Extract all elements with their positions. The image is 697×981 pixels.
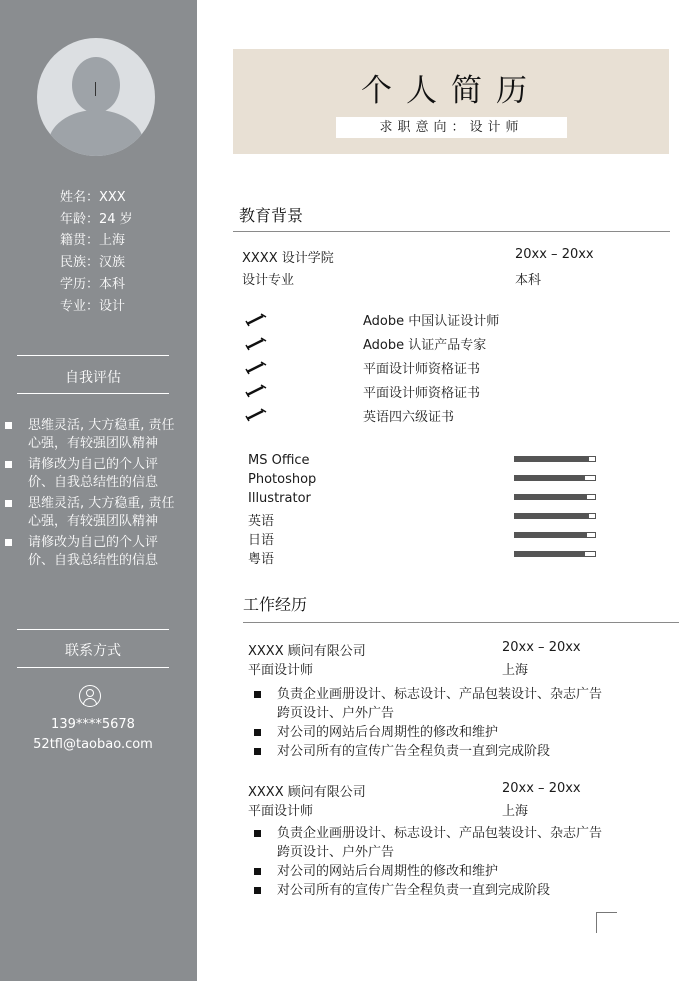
skill-bar	[514, 494, 596, 500]
list-item	[4, 495, 184, 530]
skill-name: MS Office	[248, 453, 310, 468]
education-degree: 本科	[515, 273, 542, 288]
sidebar	[0, 0, 197, 981]
list-item	[277, 881, 550, 900]
skill-name: 日语	[248, 533, 275, 548]
bullet-square-icon	[254, 868, 261, 875]
duty-line: 跨页设计、户外广告	[277, 706, 395, 721]
list-item-line: 价、自我总结性的信息	[28, 552, 159, 568]
info-degree: 学历：本科	[60, 276, 126, 292]
certificate-item: 英语四六级证书	[363, 410, 455, 425]
page-title: 个人简历	[361, 73, 541, 109]
job-role: 平面设计师	[248, 804, 314, 819]
contact-email: 52tfl@taobao.com	[33, 737, 153, 752]
info-age: 年龄：24 岁	[60, 211, 133, 227]
avatar[interactable]	[37, 38, 155, 156]
page-corner-mark	[596, 912, 617, 933]
job-location: 上海	[502, 804, 529, 819]
list-item	[4, 534, 184, 569]
duty-line: 对公司所有的宣传广告全程负责一直到完成阶段	[277, 883, 551, 898]
person-icon	[79, 685, 101, 707]
education-title: 教育背景	[239, 206, 304, 225]
skill-bar	[514, 456, 596, 462]
certificate-icon	[245, 337, 267, 351]
duty-line: 负责企业画册设计、标志设计、产品包装设计、杂志广告	[277, 687, 603, 702]
certificate-item: Adobe 中国认证设计师	[363, 314, 500, 329]
bullet-square-icon	[5, 500, 12, 507]
list-item	[277, 824, 602, 862]
skill-bar	[514, 475, 596, 481]
resume-header	[233, 49, 669, 154]
job-role: 平面设计师	[248, 663, 314, 678]
self-eval-title: 自我评估	[65, 370, 121, 386]
bullet-square-icon	[5, 461, 12, 468]
personal-info	[60, 187, 133, 317]
self-eval-list	[4, 417, 184, 573]
section-rule	[243, 622, 679, 623]
list-item-line: 心强，有较强团队精神	[28, 435, 159, 451]
bullet-square-icon	[5, 539, 12, 546]
list-item-line: 请修改为自己的个人评	[28, 457, 159, 472]
education-major: 设计专业	[242, 273, 295, 288]
skill-bar-fill	[515, 495, 587, 499]
job-period: 20xx – 20xx	[502, 781, 581, 796]
certificate-item: 平面设计师资格证书	[363, 386, 481, 401]
certificate-item: Adobe 认证产品专家	[363, 338, 487, 353]
duty-line: 对公司所有的宣传广告全程负责一直到完成阶段	[277, 744, 551, 759]
skill-bar-fill	[515, 457, 589, 461]
list-item-line: 心强，有较强团队精神	[28, 513, 159, 529]
bullet-square-icon	[254, 691, 261, 698]
list-item	[277, 723, 498, 742]
info-name: 姓名：XXX	[60, 190, 126, 205]
skill-bar-fill	[515, 514, 589, 518]
skill-bar	[514, 551, 596, 557]
skill-bar-fill	[515, 552, 585, 556]
certificate-icon	[245, 384, 267, 398]
skill-name: 粤语	[248, 552, 275, 567]
certificate-icon	[245, 408, 267, 422]
text-cursor	[95, 82, 96, 96]
skill-name: 英语	[248, 514, 275, 529]
info-ethnicity: 民族：汉族	[60, 255, 126, 271]
bullet-square-icon	[5, 422, 12, 429]
list-item-line: 思维灵活, 大方稳重, 责任	[28, 418, 175, 433]
bullet-square-icon	[254, 729, 261, 736]
certificate-icon	[245, 361, 267, 375]
duty-line: 对公司的网站后台周期性的修改和维护	[277, 725, 499, 740]
list-item	[4, 456, 184, 491]
list-item-line: 请修改为自己的个人评	[28, 535, 159, 550]
divider	[17, 393, 169, 394]
education-school: XXXX 设计学院	[242, 251, 334, 266]
skill-name: Illustrator	[248, 491, 311, 506]
info-major: 专业：设计	[60, 298, 126, 314]
list-item	[277, 862, 498, 881]
list-item	[277, 742, 550, 761]
job-period: 20xx – 20xx	[502, 640, 581, 655]
skill-bar	[514, 513, 596, 519]
avatar-head-shape	[72, 57, 120, 113]
list-item	[277, 685, 602, 723]
list-item-line: 价、自我总结性的信息	[28, 474, 159, 490]
divider	[17, 667, 169, 668]
divider	[17, 355, 169, 356]
job-objective: 求职意向：设计师	[336, 117, 567, 138]
certificate-item: 平面设计师资格证书	[363, 362, 481, 377]
section-rule	[233, 231, 670, 232]
skill-bar	[514, 532, 596, 538]
avatar-body-shape	[48, 110, 144, 156]
list-item	[4, 417, 184, 452]
bullet-square-icon	[254, 748, 261, 755]
education-period: 20xx – 20xx	[515, 247, 594, 262]
work-title: 工作经历	[243, 595, 308, 614]
duty-line: 负责企业画册设计、标志设计、产品包装设计、杂志广告	[277, 826, 603, 841]
duty-line: 跨页设计、户外广告	[277, 845, 395, 860]
bullet-square-icon	[254, 887, 261, 894]
duty-line: 对公司的网站后台周期性的修改和维护	[277, 864, 499, 879]
certificate-icon	[245, 313, 267, 327]
divider	[17, 629, 169, 630]
contact-title: 联系方式	[65, 643, 121, 659]
job-location: 上海	[502, 663, 529, 678]
info-origin: 籍贯：上海	[60, 233, 126, 249]
skill-bar-fill	[515, 476, 585, 480]
skill-bar-fill	[515, 533, 587, 537]
job-company: XXXX 顾问有限公司	[248, 644, 366, 659]
contact-phone: 139****5678	[51, 717, 135, 732]
list-item-line: 思维灵活, 大方稳重, 责任	[28, 496, 175, 511]
job-company: XXXX 顾问有限公司	[248, 785, 366, 800]
skill-name: Photoshop	[248, 472, 317, 487]
bullet-square-icon	[254, 830, 261, 837]
